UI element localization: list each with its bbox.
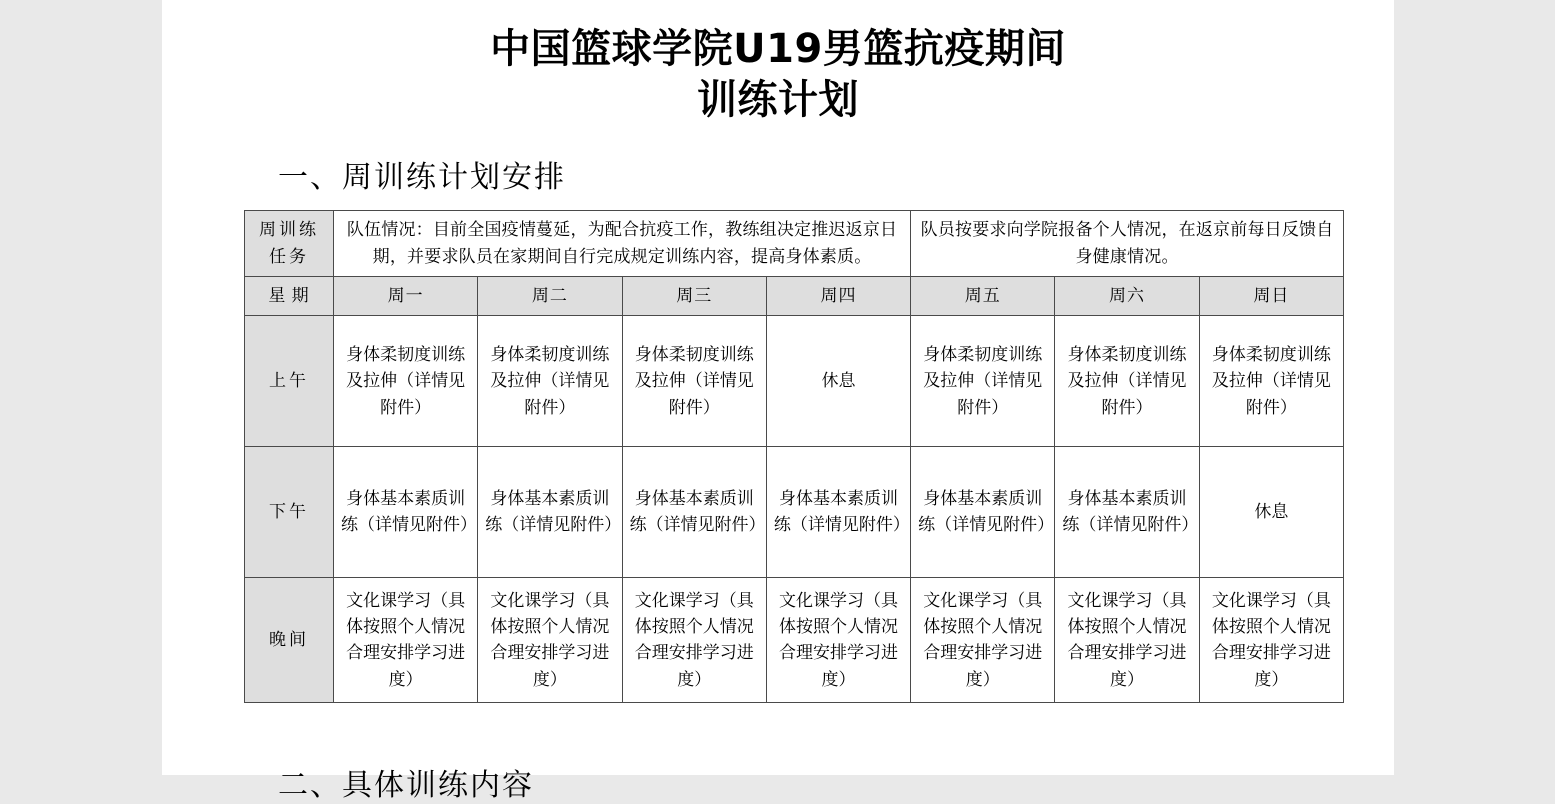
section-heading-details: 二、具体训练内容 <box>278 768 534 803</box>
cell-afternoon-sat: 身体基本素质训练（详情见附件） <box>1055 447 1199 578</box>
cell-day-fri: 周五 <box>911 277 1055 316</box>
cell-morning-fri: 身体柔韧度训练及拉伸（详情见附件） <box>911 316 1055 447</box>
cell-morning-mon: 身体柔韧度训练及拉伸（详情见附件） <box>334 316 478 447</box>
section-heading-details-clip <box>162 748 1394 803</box>
cell-evening-sat: 文化课学习（具体按照个人情况合理安排学习进度） <box>1055 578 1199 703</box>
cell-member-report: 队员按要求向学院报备个人情况，在返京前每日反馈自身健康情况。 <box>911 211 1344 277</box>
cell-morning-tue: 身体柔韧度训练及拉伸（详情见附件） <box>478 316 622 447</box>
cell-task-label: 周训练任务 <box>245 211 334 277</box>
page-title <box>162 24 1394 126</box>
cell-row-label-morning: 上午 <box>245 316 334 447</box>
cell-afternoon-sun: 休息 <box>1199 447 1343 578</box>
cell-morning-wed: 身体柔韧度训练及拉伸（详情见附件） <box>622 316 766 447</box>
cell-day-thu: 周四 <box>766 277 910 316</box>
cell-row-label-afternoon: 下午 <box>245 447 334 578</box>
cell-morning-sat: 身体柔韧度训练及拉伸（详情见附件） <box>1055 316 1199 447</box>
cell-evening-thu: 文化课学习（具体按照个人情况合理安排学习进度） <box>766 578 910 703</box>
cell-day-wed: 周三 <box>622 277 766 316</box>
cell-day-sat: 周六 <box>1055 277 1199 316</box>
table-row-morning <box>245 316 1344 447</box>
cell-evening-sun: 文化课学习（具体按照个人情况合理安排学习进度） <box>1199 578 1343 703</box>
cell-row-label-evening: 晚间 <box>245 578 334 703</box>
cell-afternoon-thu: 身体基本素质训练（详情见附件） <box>766 447 910 578</box>
cell-evening-wed: 文化课学习（具体按照个人情况合理安排学习进度） <box>622 578 766 703</box>
page-title-line-2: 训练计划 <box>697 77 859 124</box>
cell-morning-sun: 身体柔韧度训练及拉伸（详情见附件） <box>1199 316 1343 447</box>
cell-afternoon-wed: 身体基本素质训练（详情见附件） <box>622 447 766 578</box>
page-title-line-1: 中国篮球学院U19男篮抗疫期间 <box>490 26 1066 72</box>
cell-day-tue: 周二 <box>478 277 622 316</box>
cell-day-sun: 周日 <box>1199 277 1343 316</box>
cell-afternoon-fri: 身体基本素质训练（详情见附件） <box>911 447 1055 578</box>
cell-afternoon-mon: 身体基本素质训练（详情见附件） <box>334 447 478 578</box>
cell-evening-tue: 文化课学习（具体按照个人情况合理安排学习进度） <box>478 578 622 703</box>
table-row-task <box>245 211 1344 277</box>
cell-weekday-header: 星 期 <box>245 277 334 316</box>
table-row-weekday-header <box>245 277 1344 316</box>
cell-afternoon-tue: 身体基本素质训练（详情见附件） <box>478 447 622 578</box>
section-heading-weekly-plan: 一、周训练计划安排 <box>278 160 566 196</box>
cell-day-mon: 周一 <box>334 277 478 316</box>
document-page <box>162 0 1394 803</box>
table-row-evening <box>245 578 1344 703</box>
table-row-afternoon <box>245 447 1344 578</box>
cell-team-situation: 队伍情况：目前全国疫情蔓延，为配合抗疫工作，教练组决定推迟返京日期，并要求队员在家期间自行完成规定训练内容，提高身体素质。 <box>334 211 911 277</box>
cell-morning-thu: 休息 <box>766 316 910 447</box>
cell-evening-mon: 文化课学习（具体按照个人情况合理安排学习进度） <box>334 578 478 703</box>
cell-evening-fri: 文化课学习（具体按照个人情况合理安排学习进度） <box>911 578 1055 703</box>
weekly-training-plan-table <box>244 210 1344 703</box>
